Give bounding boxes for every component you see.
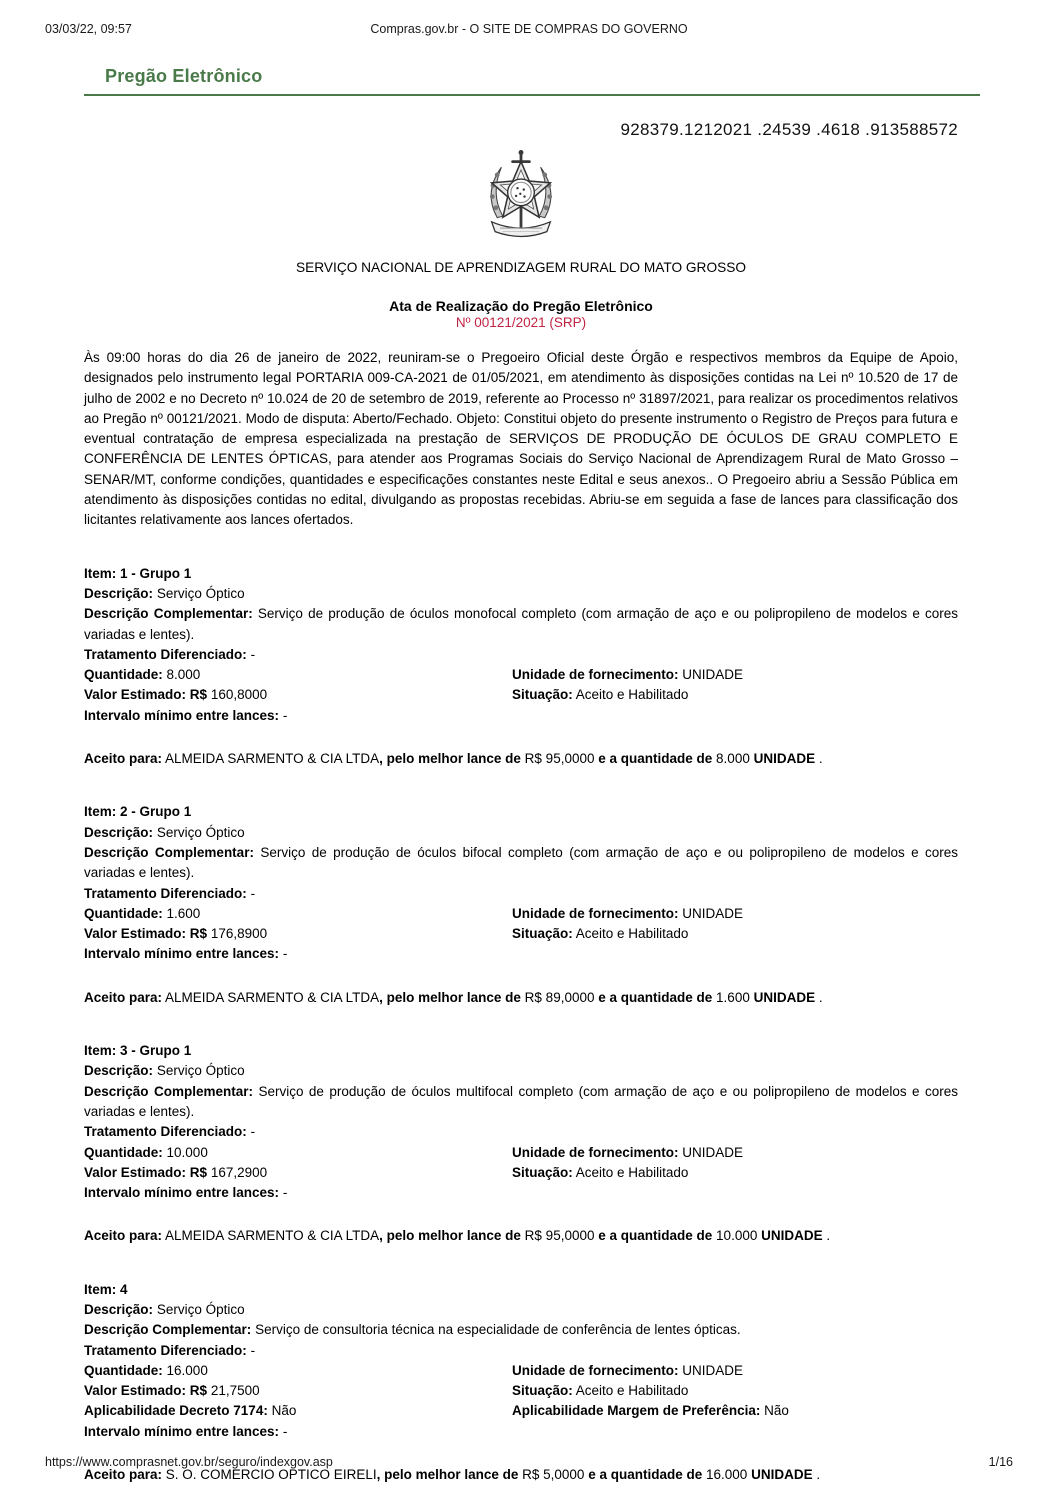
accepted-period: . [826, 1228, 831, 1244]
accepted-period: . [818, 751, 823, 767]
field-situacao [512, 924, 688, 944]
accepted-label: , pelo melhor lance de [379, 751, 521, 767]
field-valor-estimado [84, 1165, 267, 1180]
field-value: 8.000 [166, 667, 201, 683]
field-quantidade [84, 906, 200, 921]
print-datetime: 03/03/22, 09:57 [45, 22, 132, 36]
accepted-unit: UNIDADE [751, 1467, 813, 1483]
field-value: Não [271, 1403, 297, 1419]
accepted-label: Aceito para: [84, 1467, 163, 1483]
field-row [84, 1381, 958, 1401]
field-value: 21,7500 [210, 1383, 260, 1399]
field-value: 167,2900 [210, 1164, 268, 1180]
footer-url: https://www.comprasnet.gov.br/seguro/indexgov.asp [45, 1455, 333, 1469]
field-situacao [512, 1381, 688, 1401]
field-label: Tratamento Diferenciado: [84, 1342, 247, 1358]
field-row [84, 1361, 958, 1381]
field-descricao-complementar [84, 1320, 958, 1340]
field-label: Valor Estimado: R$ [84, 1383, 208, 1399]
field-label: Situação: [512, 687, 573, 703]
accepted-label: e a quantidade de [598, 1228, 713, 1244]
field-label: Descrição: [84, 824, 154, 840]
field-tratamento [84, 1341, 958, 1361]
field-value: Serviço de consultoria técnica na especialidade de conferência de lentes ópticas. [255, 1322, 741, 1338]
field-unidade [512, 665, 743, 685]
accepted-period: . [818, 989, 823, 1005]
accepted-label: Aceito para: [84, 989, 163, 1005]
field-label: Quantidade: [84, 667, 163, 683]
document-body [84, 58, 958, 1485]
field-row [84, 904, 958, 924]
brazil-coat-of-arms-icon [479, 149, 563, 247]
field-valor-estimado [84, 1383, 260, 1398]
field-row [84, 665, 958, 685]
accepted-quantity: 8.000 [716, 751, 750, 767]
supplier-name: ALMEIDA SARMENTO & CIA LTDA [165, 751, 380, 767]
field-value: UNIDADE [682, 667, 744, 683]
field-descricao-complementar [84, 604, 958, 645]
print-site-title: Compras.gov.br - O SITE DE COMPRAS DO GOVERNO [370, 22, 688, 36]
field-label: Descrição Complementar: [84, 1083, 253, 1099]
field-intervalo [84, 944, 958, 964]
field-value: 1.600 [166, 905, 201, 921]
accepted-unit: UNIDADE [753, 751, 816, 767]
field-value: Serviço de produção de óculos monofocal completo (com armação de aço e ou polipropileno de modelos e cores variadas e lentes). [84, 606, 958, 642]
field-value: UNIDADE [682, 905, 744, 921]
field-value: UNIDADE [682, 1144, 744, 1160]
document-title: Ata de Realização do Pregão Eletrônico [389, 298, 653, 314]
field-valor-estimado [84, 687, 267, 702]
accepted-label: , pelo melhor lance de [379, 989, 521, 1005]
field-quantidade [84, 1145, 208, 1160]
field-row [84, 685, 958, 705]
accepted-label: e a quantidade de [588, 1467, 703, 1483]
field-label: Valor Estimado: R$ [84, 687, 208, 703]
field-value: Serviço Óptico [156, 824, 245, 840]
accepted-unit: UNIDADE [753, 989, 816, 1005]
section-divider [84, 94, 980, 96]
field-value: Serviço Óptico [156, 585, 245, 601]
field-label: Descrição Complementar: [84, 1322, 252, 1338]
field-tratamento [84, 645, 958, 665]
field-label: Descrição: [84, 1301, 154, 1317]
field-value: Serviço Óptico [156, 1301, 245, 1317]
accepted-paragraph [84, 988, 958, 1008]
item-heading: Item: 2 - Grupo 1 [84, 804, 192, 820]
bid-value: R$ 95,0000 [524, 1228, 595, 1244]
field-valor-estimado [84, 926, 267, 941]
field-row [84, 1143, 958, 1163]
accepted-paragraph [84, 749, 958, 769]
field-label: Unidade de fornecimento: [512, 667, 679, 683]
bid-value: R$ 95,0000 [524, 751, 595, 767]
field-label: Descrição Complementar: [84, 844, 254, 860]
field-descricao [84, 823, 958, 843]
field-value: Aceito e Habilitado [575, 926, 689, 942]
item-section-1 [84, 564, 958, 770]
field-label: Intervalo mínimo entre lances: [84, 1185, 280, 1201]
field-value: Não [764, 1403, 789, 1419]
field-value: - [282, 1185, 288, 1201]
accepted-label: Aceito para: [84, 1228, 163, 1244]
field-label: Tratamento Diferenciado: [84, 1124, 247, 1140]
supplier-name: S. O. COMERCIO OPTICO EIRELI [165, 1467, 377, 1483]
field-label: Descrição Complementar: [84, 606, 253, 622]
field-label: Intervalo mínimo entre lances: [84, 1423, 280, 1439]
field-label: Aplicabilidade Decreto 7174: [84, 1403, 268, 1419]
field-value: Aceito e Habilitado [575, 1164, 689, 1180]
process-number: 928379.1212021 .24539 .4618 .913588572 [620, 120, 958, 139]
field-value: - [250, 885, 256, 901]
field-aplicabilidade-margem [512, 1401, 789, 1421]
accepted-label: , pelo melhor lance de [376, 1467, 519, 1483]
item-heading: Item: 1 - Grupo 1 [84, 565, 192, 581]
accepted-unit: UNIDADE [761, 1228, 823, 1244]
field-descricao [84, 584, 958, 604]
supplier-name: ALMEIDA SARMENTO & CIA LTDA [165, 989, 380, 1005]
document-number: Nº 00121/2021 (SRP) [455, 315, 587, 330]
print-header [45, 22, 1013, 36]
intro-paragraph: Às 09:00 horas do dia 26 de janeiro de 2022, reuniram-se o Pregoeiro Oficial deste Órgão e respectivos membros da Equipe de Apoio, designados pelo instrumento legal PORTARIA 009-CA-2021 de 01/05/2021, em atendimento às disposições contidas na Lei nº 10.520 de 17 de julho de 2002 e no Decreto nº 10.024 de 20 de setembro de 2019, referente ao Processo nº 31897/2021, para realizar os procedimentos relativos ao Pregão nº 00121/2021. Modo de disputa: Aberto/Fechado. Objeto: Constitui objeto do presente instrumento o Registro de Preços para futura e eventual contratação de empresa especializada na prestação de SERVIÇOS DE PRODUÇÃO DE ÓCULOS DE GRAU COMPLETO E CONFERÊNCIA DE LENTES ÓPTICAS, para atender aos Programas Sociais do Serviço Nacional de Aprendizagem Rural de Mato Grosso – SENAR/MT, conforme condições, quantidades e especificações constantes neste Edital e seus anexos.. O Pregoeiro abriu a Sessão Pública em atendimento às disposições contidas no edital, divulgando as propostas recebidas. Abriu-se em seguida a fase de lances para classificação dos licitantes relativamente aos lances ofertados. [84, 350, 958, 528]
field-value: 176,8900 [210, 926, 268, 942]
field-descricao [84, 1300, 958, 1320]
field-unidade [512, 904, 743, 924]
field-descricao [84, 1061, 958, 1081]
section-heading: Pregão Eletrônico [105, 66, 263, 86]
field-label: Situação: [512, 926, 573, 942]
field-value: - [282, 1423, 288, 1439]
field-label: Unidade de fornecimento: [512, 905, 679, 921]
item-section-2 [84, 802, 958, 1008]
field-label: Quantidade: [84, 1144, 163, 1160]
field-label: Descrição: [84, 585, 154, 601]
field-value: - [250, 1342, 256, 1358]
field-label: Quantidade: [84, 905, 163, 921]
field-value: - [282, 707, 288, 723]
field-aplicabilidade-decreto [84, 1403, 296, 1418]
item-heading: Item: 3 - Grupo 1 [84, 1043, 192, 1059]
field-label: Intervalo mínimo entre lances: [84, 946, 280, 962]
field-situacao [512, 1163, 688, 1183]
field-label: Situação: [512, 1383, 573, 1399]
supplier-name: ALMEIDA SARMENTO & CIA LTDA [165, 1228, 380, 1244]
item-section-3 [84, 1041, 958, 1247]
field-descricao-complementar [84, 1082, 958, 1123]
field-row [84, 924, 958, 944]
field-intervalo [84, 706, 958, 726]
field-value: UNIDADE [682, 1362, 744, 1378]
field-value: - [250, 646, 256, 662]
field-unidade [512, 1361, 743, 1381]
field-value: 10.000 [166, 1144, 208, 1160]
field-label: Unidade de fornecimento: [512, 1362, 679, 1378]
accepted-label: , pelo melhor lance de [379, 1228, 521, 1244]
field-value: - [282, 946, 288, 962]
bid-value: R$ 5,0000 [522, 1467, 585, 1483]
field-label: Valor Estimado: R$ [84, 926, 208, 942]
field-label: Quantidade: [84, 1362, 163, 1378]
field-value: - [250, 1124, 256, 1140]
accepted-label: e a quantidade de [598, 751, 713, 767]
field-label: Aplicabilidade Margem de Preferência: [512, 1403, 761, 1419]
field-value: Aceito e Habilitado [575, 1383, 689, 1399]
field-row [84, 1401, 958, 1421]
field-label: Valor Estimado: R$ [84, 1164, 208, 1180]
accepted-quantity: 16.000 [706, 1467, 748, 1483]
field-value: Serviço de produção de óculos multifocal completo (com armação de aço e ou polipropileno de modelos e cores variadas e lentes). [84, 1083, 958, 1119]
accepted-paragraph [84, 1226, 958, 1246]
item-heading: Item: 4 [84, 1281, 128, 1297]
field-label: Descrição: [84, 1063, 154, 1079]
accepted-label: Aceito para: [84, 751, 163, 767]
field-value: Serviço de produção de óculos bifocal completo (com armação de aço e ou polipropileno de modelos e cores variadas e lentes). [84, 844, 958, 881]
field-tratamento [84, 1122, 958, 1142]
accepted-quantity: 1.600 [716, 989, 750, 1005]
field-tratamento [84, 884, 958, 904]
field-value: 16.000 [166, 1362, 208, 1378]
field-unidade [512, 1143, 743, 1163]
field-label: Intervalo mínimo entre lances: [84, 707, 280, 723]
page-indicator: 1/16 [988, 1455, 1013, 1469]
field-label: Situação: [512, 1164, 573, 1180]
field-row [84, 1163, 958, 1183]
field-intervalo [84, 1183, 958, 1203]
field-value: Serviço Óptico [156, 1063, 245, 1079]
field-label: Unidade de fornecimento: [512, 1144, 679, 1160]
field-label: Tratamento Diferenciado: [84, 885, 247, 901]
field-intervalo [84, 1422, 958, 1442]
field-descricao-complementar [84, 843, 958, 884]
field-label: Tratamento Diferenciado: [84, 646, 247, 662]
field-situacao [512, 685, 688, 705]
organization-name: SERVIÇO NACIONAL DE APRENDIZAGEM RURAL DO MATO GROSSO [296, 260, 746, 275]
accepted-quantity: 10.000 [716, 1228, 758, 1244]
accepted-period: . [816, 1467, 821, 1483]
field-value: 160,8000 [210, 687, 268, 703]
bid-value: R$ 89,0000 [524, 989, 595, 1005]
field-value: Aceito e Habilitado [575, 687, 689, 703]
field-quantidade [84, 1363, 208, 1378]
field-quantidade [84, 667, 200, 682]
accepted-label: e a quantidade de [598, 989, 713, 1005]
